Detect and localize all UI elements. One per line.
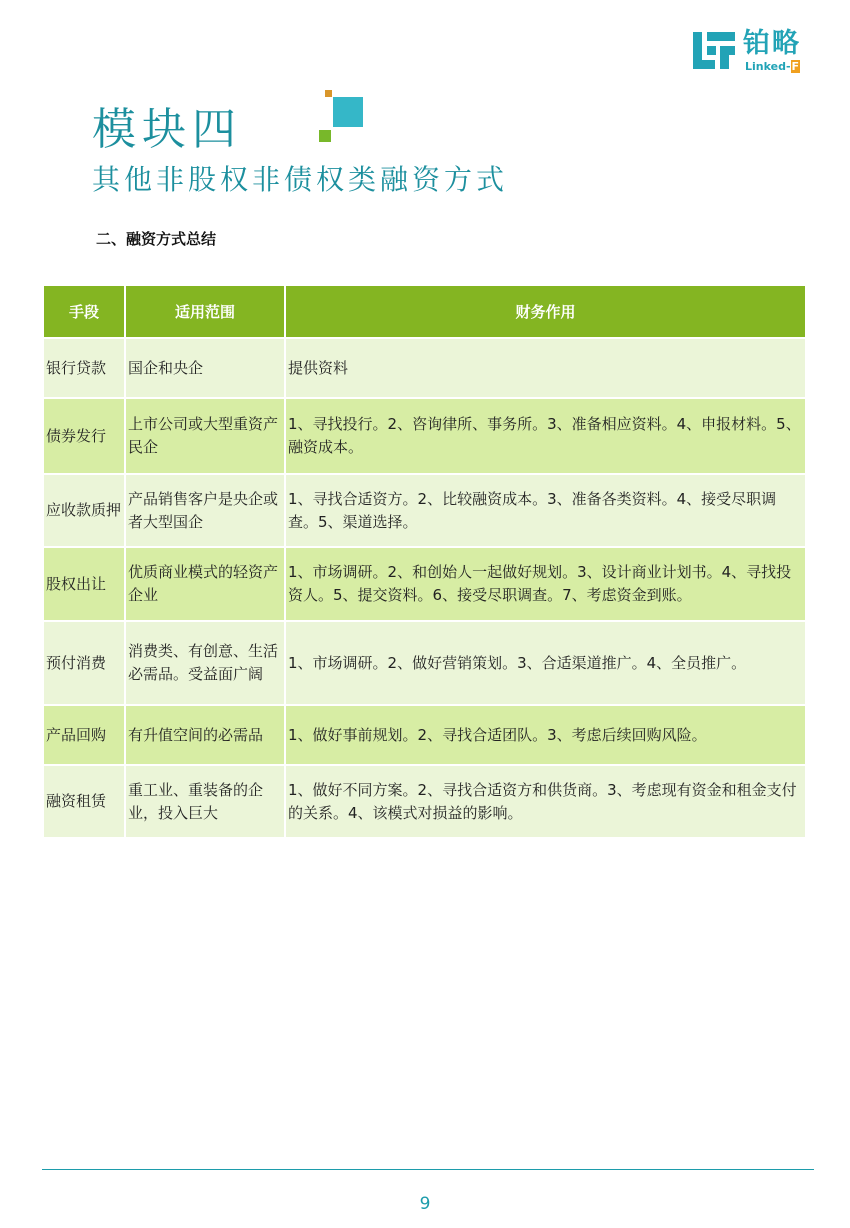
- page-number: 9: [419, 1194, 431, 1214]
- cell-method: 股权出让: [43, 547, 125, 621]
- decor-square-teal: [333, 97, 363, 127]
- section-heading: 二、融资方式总结: [96, 230, 217, 248]
- linked-f-logo-icon: [693, 32, 735, 72]
- table-row: [43, 338, 806, 398]
- cell-scope: 消费类、有创意、生活必需品。受益面广阔: [125, 621, 285, 705]
- brand-sub-prefix: Linked-: [745, 60, 791, 73]
- cell-method: 产品回购: [43, 705, 125, 765]
- decor-square-orange: [325, 90, 332, 97]
- cell-scope: 有升值空间的必需品: [125, 705, 285, 765]
- financing-summary-table: [42, 284, 807, 839]
- table-row: [43, 765, 806, 838]
- brand-subtitle: [745, 60, 800, 73]
- table-row: [43, 474, 806, 547]
- cell-method: 银行贷款: [43, 338, 125, 398]
- cell-role: 1、市场调研。2、做好营销策划。3、合适渠道推广。4、全员推广。: [285, 621, 806, 705]
- cell-scope: 重工业、重装备的企业，投入巨大: [125, 765, 285, 838]
- table-row: [43, 398, 806, 474]
- cell-role: 1、寻找投行。2、咨询律所、事务所。3、准备相应资料。4、申报材料。5、融资成本。: [285, 398, 806, 474]
- cell-role: 提供资料: [285, 338, 806, 398]
- decor-square-green: [319, 130, 331, 142]
- cell-scope: 优质商业模式的轻资产企业: [125, 547, 285, 621]
- cell-role: 1、做好事前规划。2、寻找合适团队。3、考虑后续回购风险。: [285, 705, 806, 765]
- cell-method: 预付消费: [43, 621, 125, 705]
- column-header-scope: 适用范围: [125, 285, 285, 338]
- brand-logo: [693, 30, 813, 74]
- table-row: [43, 705, 806, 765]
- table-header-row: [43, 285, 806, 338]
- table-row: [43, 621, 806, 705]
- brand-name: 铂略: [743, 28, 801, 59]
- module-title: 模块四: [92, 104, 242, 155]
- footer-divider: [42, 1169, 814, 1170]
- cell-method: 债券发行: [43, 398, 125, 474]
- cell-scope: 国企和央企: [125, 338, 285, 398]
- cell-method: 应收款质押: [43, 474, 125, 547]
- table-row: [43, 547, 806, 621]
- cell-method: 融资租赁: [43, 765, 125, 838]
- cell-scope: 产品销售客户是央企或者大型国企: [125, 474, 285, 547]
- cell-role: 1、寻找合适资方。2、比较融资成本。3、准备各类资料。4、接受尽职调查。5、渠道选择。: [285, 474, 806, 547]
- cell-role: 1、做好不同方案。2、寻找合适资方和供货商。3、考虑现有资金和租金支付的关系。4、该模式对损益的影响。: [285, 765, 806, 838]
- module-subtitle: 其他非股权非债权类融资方式: [92, 163, 509, 196]
- cell-role: 1、市场调研。2、和创始人一起做好规划。3、设计商业计划书。4、寻找投资人。5、提交资料。6、接受尽职调查。7、考虑资金到账。: [285, 547, 806, 621]
- column-header-role: 财务作用: [285, 285, 806, 338]
- column-header-method: 手段: [43, 285, 125, 338]
- cell-scope: 上市公司或大型重资产民企: [125, 398, 285, 474]
- brand-sub-suffix: F: [791, 60, 800, 73]
